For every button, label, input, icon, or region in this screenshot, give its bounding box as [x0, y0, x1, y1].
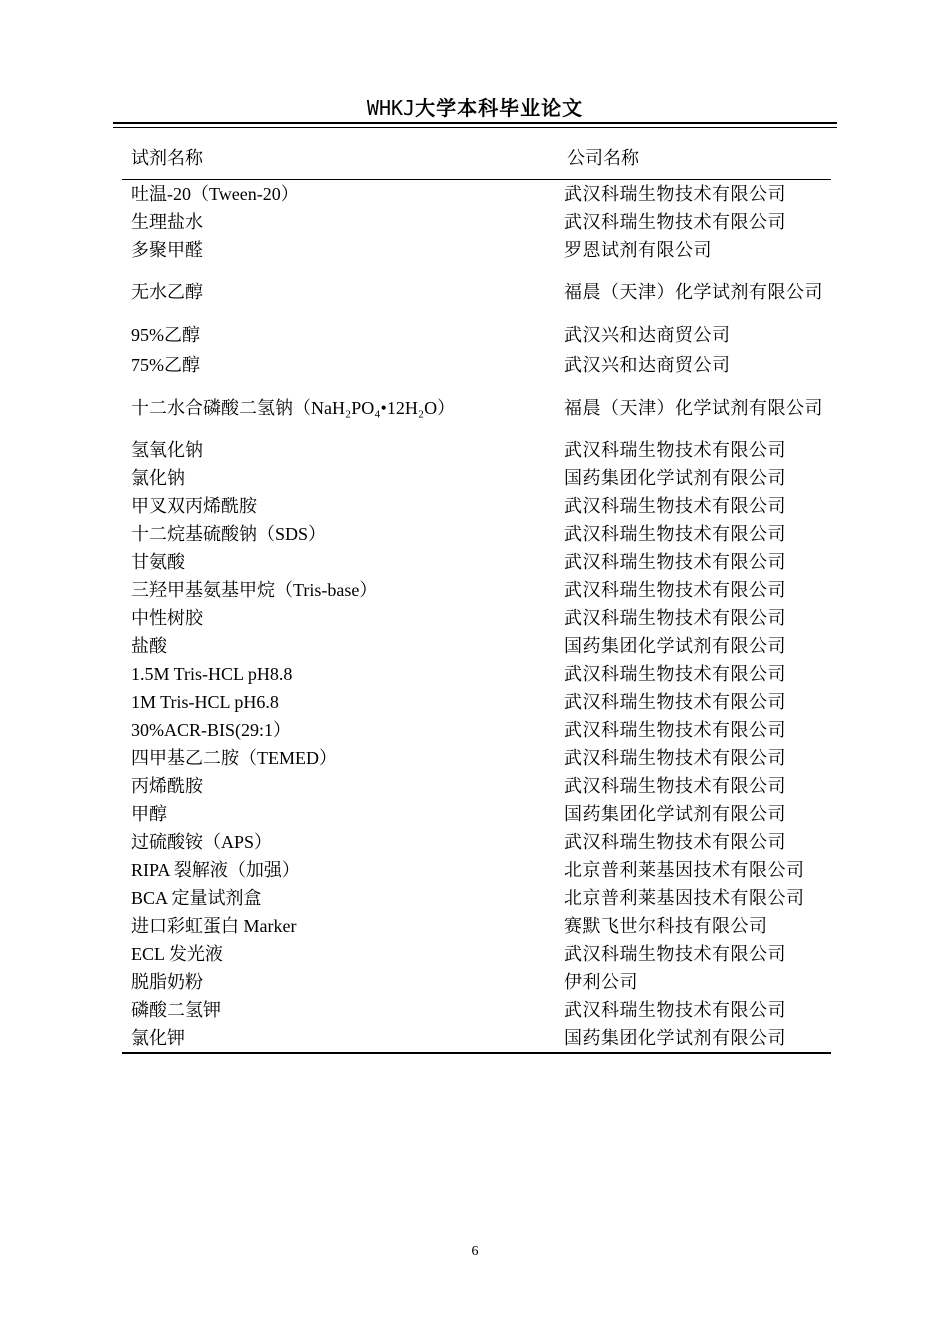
- table-row: [122, 576, 831, 604]
- table-row: [122, 1024, 831, 1053]
- table-row: [122, 548, 831, 576]
- table-row: [122, 208, 831, 236]
- reagents-table: [122, 134, 831, 1054]
- table-row: [122, 688, 831, 716]
- table-row: [122, 236, 831, 264]
- table-row: [122, 716, 831, 744]
- page-header: [113, 92, 837, 121]
- column-header-company: 公司名称: [558, 134, 831, 180]
- company-name-cell: 国药集团化学试剂有限公司: [564, 804, 786, 824]
- company-name-cell: 国药集团化学试剂有限公司: [558, 1024, 831, 1053]
- company-name-cell: 武汉兴和达商贸公司: [564, 355, 731, 375]
- table-row: [122, 884, 831, 912]
- reagent-name-cell: 过硫酸铵（APS）: [131, 832, 273, 852]
- company-name-cell: 武汉科瑞生物技术有限公司: [564, 776, 786, 796]
- reagent-name-cell: 脱脂奶粉: [131, 972, 203, 992]
- reagent-name-cell: 中性树胶: [131, 608, 203, 628]
- table-row: [122, 464, 831, 492]
- table-row: [122, 996, 831, 1024]
- company-name-cell: 武汉科瑞生物技术有限公司: [564, 748, 786, 768]
- company-name-cell: 国药集团化学试剂有限公司: [564, 468, 786, 488]
- company-name-cell: 武汉科瑞生物技术有限公司: [564, 496, 786, 516]
- table-row: [122, 632, 831, 660]
- table-row: [122, 856, 831, 884]
- reagent-name-cell: ECL 发光液: [131, 944, 223, 964]
- company-name-cell: 武汉科瑞生物技术有限公司: [564, 692, 786, 712]
- company-name-cell: 武汉科瑞生物技术有限公司: [564, 440, 786, 460]
- reagent-name-cell: 四甲基乙二胺（TEMED）: [131, 748, 337, 768]
- header-title-latin: WHKJ: [366, 96, 416, 120]
- reagent-name-cell: 吐温-20（Tween-20）: [131, 184, 299, 204]
- reagent-name-cell: 氯化钠: [131, 468, 185, 488]
- company-name-cell: 福晨（天津）化学试剂有限公司: [564, 282, 823, 302]
- table-row: [122, 180, 831, 209]
- table-row: [122, 744, 831, 772]
- table-row: [122, 320, 831, 350]
- reagent-name-cell: 氯化钾: [122, 1024, 558, 1053]
- company-name-cell: 武汉兴和达商贸公司: [564, 325, 731, 345]
- reagent-name-cell: 甘氨酸: [131, 552, 185, 572]
- reagent-name-cell: 甲醇: [131, 804, 167, 824]
- company-name-cell: 武汉科瑞生物技术有限公司: [564, 552, 786, 572]
- company-name-cell: 武汉科瑞生物技术有限公司: [564, 184, 786, 204]
- company-name-cell: 武汉科瑞生物技术有限公司: [564, 524, 786, 544]
- company-name-cell: 武汉科瑞生物技术有限公司: [564, 944, 786, 964]
- reagent-name-cell: 氢氧化钠: [131, 440, 203, 460]
- reagent-name-cell: 30%ACR-BIS(29:1）: [131, 720, 292, 740]
- company-name-cell: 武汉科瑞生物技术有限公司: [564, 664, 786, 684]
- table-row: [122, 940, 831, 968]
- header-rule-thin: [113, 127, 837, 128]
- company-name-cell: 罗恩试剂有限公司: [564, 240, 712, 260]
- company-name-cell: 武汉科瑞生物技术有限公司: [564, 580, 786, 600]
- table-row: [122, 912, 831, 940]
- company-name-cell: 赛默飞世尔科技有限公司: [564, 916, 768, 936]
- column-header-reagent: 试剂名称: [122, 134, 558, 180]
- table-row: [122, 828, 831, 856]
- company-name-cell: 伊利公司: [564, 972, 638, 992]
- company-name-cell: 北京普利莱基因技术有限公司: [564, 888, 805, 908]
- company-name-cell: 武汉科瑞生物技术有限公司: [564, 1000, 786, 1020]
- company-name-cell: 福晨（天津）化学试剂有限公司: [564, 398, 823, 418]
- reagent-name-cell: RIPA 裂解液（加强）: [131, 860, 300, 880]
- reagent-name-cell: 十二烷基硫酸钠（SDS）: [131, 524, 327, 544]
- reagent-name-cell: 75%乙醇: [131, 355, 200, 375]
- table-row: [122, 772, 831, 800]
- reagent-name-cell: 甲叉双丙烯酰胺: [131, 496, 257, 516]
- table-row: [122, 800, 831, 828]
- reagent-name-cell: 多聚甲醛: [131, 240, 203, 260]
- reagent-name-cell: 磷酸二氢钾: [131, 1000, 221, 1020]
- company-name-cell: 武汉科瑞生物技术有限公司: [564, 608, 786, 628]
- table-header-row: [122, 134, 831, 180]
- reagent-name-cell: BCA 定量试剂盒: [131, 888, 262, 908]
- table-row: [122, 968, 831, 996]
- reagent-name-cell: 进口彩虹蛋白 Marker: [131, 916, 297, 936]
- table-row: [122, 380, 831, 436]
- header-rule-thick: [113, 122, 837, 124]
- reagent-name-cell: 95%乙醇: [131, 325, 200, 345]
- table-row: [122, 492, 831, 520]
- page-number: 6: [471, 1244, 479, 1259]
- reagent-name-cell: 生理盐水: [131, 212, 203, 232]
- company-name-cell: 北京普利莱基因技术有限公司: [564, 860, 805, 880]
- company-name-cell: 武汉科瑞生物技术有限公司: [564, 212, 786, 232]
- reagent-name-cell: 1.5M Tris-HCL pH8.8: [131, 664, 293, 684]
- reagent-name-cell: 三羟甲基氨基甲烷（Tris-base）: [131, 580, 378, 600]
- reagent-name-cell: 盐酸: [131, 636, 167, 656]
- reagent-name-cell: 十二水合磷酸二氢钠（NaH₂PO₄•12H₂O）: [131, 398, 456, 418]
- company-name-cell: 武汉科瑞生物技术有限公司: [564, 720, 786, 740]
- company-name-cell: 国药集团化学试剂有限公司: [564, 636, 786, 656]
- table-row: [122, 350, 831, 380]
- table-row: [122, 436, 831, 464]
- reagent-name-cell: 丙烯酰胺: [131, 776, 203, 796]
- reagent-name-cell: 无水乙醇: [131, 282, 203, 302]
- reagent-name-cell: 1M Tris-HCL pH6.8: [131, 692, 279, 712]
- table-row: [122, 264, 831, 320]
- table-body: [122, 180, 831, 1054]
- table-row: [122, 660, 831, 688]
- header-title-cjk: 大学本科毕业论文: [415, 96, 584, 120]
- table-row: [122, 520, 831, 548]
- company-name-cell: 武汉科瑞生物技术有限公司: [564, 832, 786, 852]
- table-row: [122, 604, 831, 632]
- header-title: [367, 96, 583, 120]
